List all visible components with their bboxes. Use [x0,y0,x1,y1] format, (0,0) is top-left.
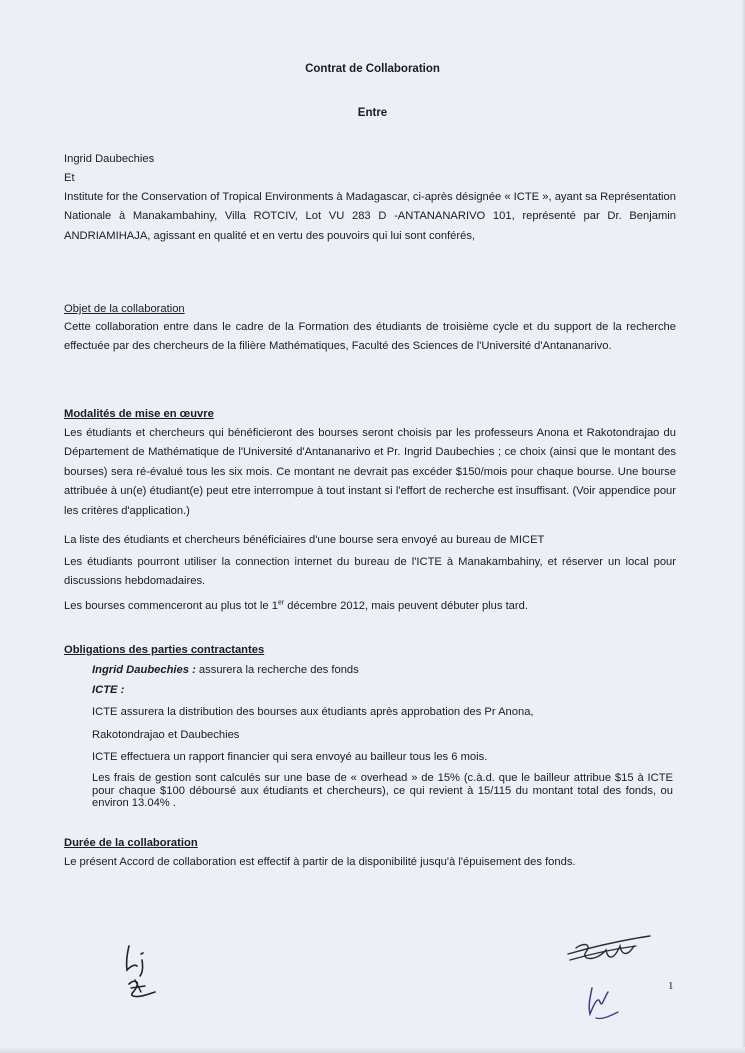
section-heading-obligations: Obligations des parties contractantes [64,644,265,656]
icte-obligation-line-3: ICTE effectuera un rapport financier qui sera envoyé au bailleur tous les 6 mois. [92,751,488,763]
icte-label: ICTE : [92,684,125,696]
signature-right [562,932,658,1024]
document-title: Contrat de Collaboration [305,63,440,75]
page-number: 1 [668,980,674,992]
party-connector: Et [64,172,75,184]
modalites-paragraph-2: La liste des étudiants et chercheurs bénéficiaires d'une bourse sera envoyé au bureau de MICET [64,534,545,546]
section-heading-objet: Objet de la collaboration [64,303,185,315]
modalites-paragraph-3: Les étudiants pourront utiliser la connection internet du bureau de l'ICTE à Manakambahiny, et réserver un local pour discussions hebdomadaires. [64,556,676,588]
icte-obligation-management-fees: Les frais de gestion sont calculés sur une base de « overhead » de 15% (c.à.d. que le bailleur attribue $15 à ICTE pour chaque $100 déboursé aux étudiants et chercheurs), ce qui revient à 15/115 du montant total des fonds, ou environ 13.04% . [92,772,673,810]
icte-obligation-line-2: Rakotondrajao et Daubechies [92,729,240,741]
scan-bottom-shadow [0,1047,745,1053]
start-date-text: Les bourses commenceront au plus tot le 1 [64,600,278,612]
document-subtitle: Entre [357,107,388,119]
icte-obligation-line-1: ICTE assurera la distribution des bourses aux étudiants après approbation des Pr Anona, [92,706,534,718]
start-date-text-rest: décembre 2012, mais peuvent débuter plus tard. [284,600,528,612]
section-heading-duree: Durée de la collaboration [64,837,198,849]
party-2-description: Institute for the Conservation of Tropical Environments à Madagascar, ci-après désignée « ICTE », ayant sa Représentation Nationale à Manakambahiny, Villa ROTCIV, Lot VU 283 D -ANTANANARIVO 101, représenté par Dr. Benjamin ANDRIAMIHAJA, agissant en qualité et en vertu des pouvoirs qui lui sont conférés, [64,191,676,242]
modalites-paragraph-4 [64,597,676,616]
section-objet-text: Cette collaboration entre dans le cadre de la Formation des étudiants de troisième cycle et du support de la recherche effectuée par des chercheurs de la filière Mathématiques, Faculté des Sciences de l'Université d'Antananarivo. [64,321,676,353]
daubechies-label: Ingrid Daubechies : [92,664,196,676]
initials-signature-left [115,940,175,1002]
section-heading-modalites: Modalités de mise en œuvre [64,408,214,420]
scan-edge-shadow [741,0,745,1053]
daubechies-text: assurera la recherche des fonds [195,664,359,676]
obligation-daubechies [92,661,676,680]
modalites-paragraph-1: Les étudiants et chercheurs qui bénéficieront des bourses seront choisis par les professeurs Anona et Rakotondrajao du Département de Mathématique de l'Université d'Antananarivo et Pr. Ingrid Daubechies ; ce choix (ainsi que le montant des bourses) sera ré-évalué tous les six mois. Ce montant ne devrait pas excéder $150/mois pour chaque bourse. Une bourse attribuée à un(e) étudiant(e) peut etre interrompue à tout instant si l'effort de recherche est insuffisant. (Voir appendice pour les critères d'application.) [64,427,676,517]
ordinal-superscript: er [277,599,285,607]
section-duree-text: Le présent Accord de collaboration est effectif à partir de la disponibilité jusqu'à l'épuisement des fonds. [64,856,576,868]
party-1: Ingrid Daubechies [64,153,155,165]
